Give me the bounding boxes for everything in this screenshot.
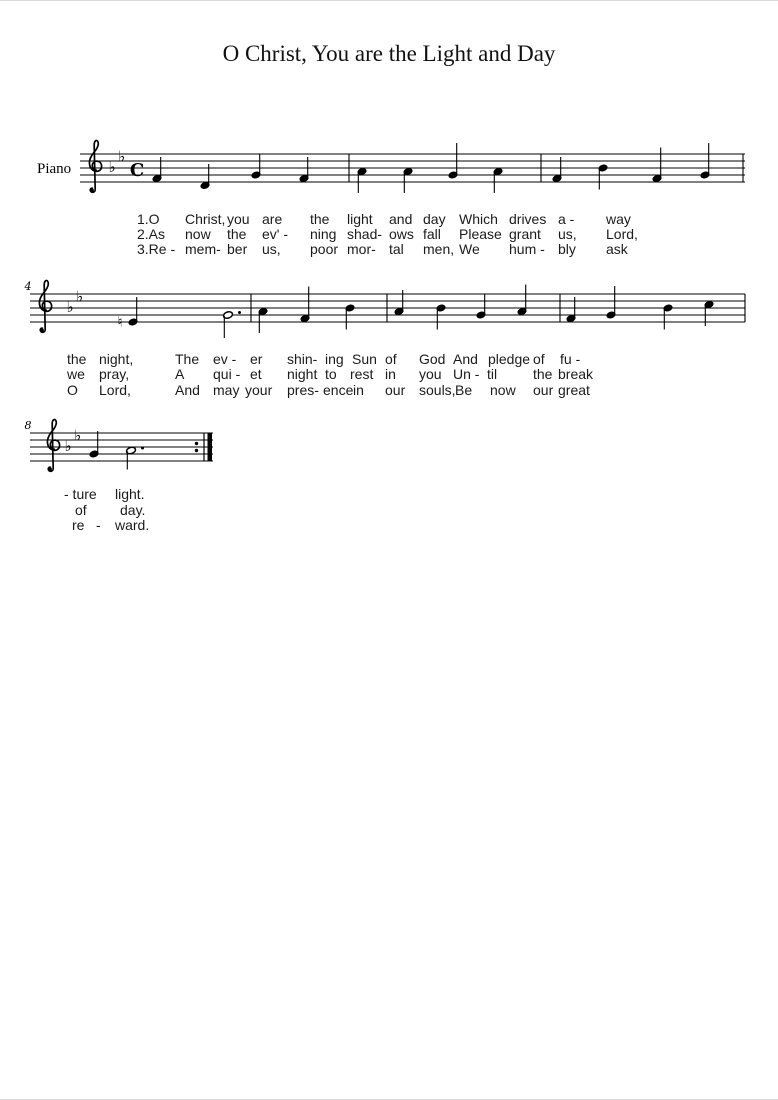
lyric-word: a - bbox=[558, 211, 575, 227]
lyric-word: ward. bbox=[115, 517, 150, 534]
lyric-word: drives bbox=[509, 211, 547, 227]
lyric-word: Which bbox=[459, 211, 498, 227]
lyric-word: night bbox=[287, 366, 318, 383]
lyric-word: poor bbox=[310, 241, 339, 258]
repeat-dot bbox=[195, 449, 198, 452]
lyric-word: Lord, bbox=[99, 381, 131, 398]
lyric-word: er bbox=[250, 351, 263, 367]
lyric-word: Be bbox=[455, 381, 473, 398]
lyric-word: ning bbox=[310, 226, 337, 243]
lyric-word: our bbox=[533, 381, 554, 398]
lyric-word: you bbox=[227, 211, 250, 227]
lyric-word: the bbox=[227, 226, 247, 243]
lyric-word: the bbox=[310, 211, 330, 227]
lyric-word: now bbox=[490, 381, 516, 398]
lyric-word: may bbox=[213, 381, 240, 398]
lyric-word: way bbox=[606, 211, 631, 227]
common-time-icon: C bbox=[129, 159, 145, 181]
lyric-word: of bbox=[75, 501, 87, 518]
lyric-word: souls, bbox=[419, 381, 456, 398]
flat-sign-icon: ♭ bbox=[64, 436, 72, 455]
lyric-word: pledge bbox=[488, 351, 531, 367]
lyric-word: light bbox=[347, 211, 373, 227]
score-title: O Christ, You are the Light and Day bbox=[222, 41, 556, 66]
lyric-word: ev - bbox=[213, 351, 237, 367]
flat-sign-icon: ♭ bbox=[75, 287, 84, 306]
repeat-barline bbox=[208, 433, 213, 461]
lyric-word: fu - bbox=[560, 351, 581, 367]
lyric-word: qui - bbox=[213, 366, 241, 383]
lyric-word: we bbox=[67, 366, 85, 383]
lyric-word: Sun bbox=[352, 351, 377, 367]
measure-number: 8 bbox=[24, 419, 32, 432]
lyric-word: ber bbox=[227, 241, 248, 258]
lyric-word: are bbox=[262, 211, 283, 227]
lyric-word: to bbox=[325, 366, 337, 383]
treble-clef-icon bbox=[90, 188, 94, 192]
lyric-word: The bbox=[175, 351, 200, 367]
flat-sign-icon: ♭ bbox=[108, 157, 116, 176]
lyric-word: et bbox=[250, 366, 262, 383]
lyric-word: fall bbox=[423, 226, 441, 243]
lyric-word: pray, bbox=[99, 366, 130, 383]
lyric-word: men, bbox=[423, 241, 455, 258]
lyric-word: break bbox=[558, 366, 594, 383]
lyric-word: - ture bbox=[64, 486, 97, 502]
lyric-word: Lord, bbox=[606, 226, 638, 243]
lyric-word: grant bbox=[509, 226, 541, 243]
lyric-word: in bbox=[385, 366, 396, 383]
music-notation bbox=[0, 1, 778, 1100]
lyric-word: til bbox=[487, 366, 498, 383]
lyric-word: ask bbox=[606, 241, 628, 258]
treble-clef-icon bbox=[48, 467, 52, 471]
lyric-word: And bbox=[453, 351, 478, 367]
lyric-word: and bbox=[389, 211, 413, 227]
lyric-word: light. bbox=[115, 486, 145, 502]
lyric-word: rest bbox=[350, 366, 374, 383]
instrument-label: Piano bbox=[37, 161, 72, 177]
repeat-dot bbox=[195, 442, 198, 445]
lyric-word: 3.Re - bbox=[137, 241, 176, 258]
lyric-word: pres- bbox=[287, 381, 319, 398]
lyric-word: - bbox=[96, 517, 101, 534]
lyric-word: Christ, bbox=[185, 211, 226, 227]
augmentation-dot bbox=[238, 311, 241, 314]
lyric-word: the bbox=[533, 366, 553, 383]
lyric-word: A bbox=[175, 366, 185, 383]
lyric-word: us, bbox=[262, 241, 281, 258]
lyric-word: our bbox=[385, 381, 406, 398]
lyric-word: in bbox=[353, 381, 364, 398]
lyric-word: shad- bbox=[347, 226, 383, 243]
lyric-word: hum - bbox=[509, 241, 545, 258]
lyric-word: of bbox=[385, 351, 397, 367]
lyric-word: ows bbox=[389, 226, 414, 243]
flat-sign-icon: ♭ bbox=[66, 297, 74, 316]
lyric-word: 2.As bbox=[137, 226, 166, 243]
lyric-word: great bbox=[558, 381, 590, 398]
lyric-word: Please bbox=[459, 226, 502, 243]
augmentation-dot bbox=[141, 447, 144, 450]
lyric-word: mor- bbox=[347, 241, 376, 258]
treble-clef-icon bbox=[40, 328, 44, 332]
flat-sign-icon: ♭ bbox=[73, 426, 82, 445]
lyric-word: ing bbox=[325, 351, 344, 367]
flat-sign-icon: ♭ bbox=[117, 147, 126, 166]
lyric-word: the bbox=[67, 351, 87, 367]
lyric-word: Un - bbox=[453, 366, 480, 383]
lyric-word: 1.O bbox=[137, 211, 160, 227]
lyric-word: ence bbox=[323, 381, 354, 398]
lyric-word: shin- bbox=[287, 351, 318, 367]
lyric-word: day bbox=[423, 211, 446, 227]
lyric-word: now bbox=[185, 226, 211, 243]
lyric-word: you bbox=[419, 366, 442, 383]
lyric-word: us, bbox=[558, 226, 577, 243]
natural-sign-icon: ♮ bbox=[117, 314, 123, 331]
lyric-word: bly bbox=[558, 241, 576, 258]
lyric-word: of bbox=[533, 351, 545, 367]
lyric-word: God bbox=[419, 351, 446, 367]
lyric-word: O bbox=[67, 381, 78, 398]
lyric-word: re bbox=[72, 517, 85, 534]
lyric-word: tal bbox=[389, 241, 404, 258]
lyric-word: your bbox=[245, 381, 273, 398]
lyric-word: day. bbox=[120, 501, 146, 518]
lyric-word: And bbox=[175, 381, 200, 398]
measure-number: 4 bbox=[24, 280, 32, 293]
lyric-word: ev' - bbox=[262, 226, 289, 243]
lyric-word: night, bbox=[99, 351, 134, 367]
lyric-word: We bbox=[459, 241, 480, 258]
lyric-word: mem- bbox=[185, 241, 221, 258]
